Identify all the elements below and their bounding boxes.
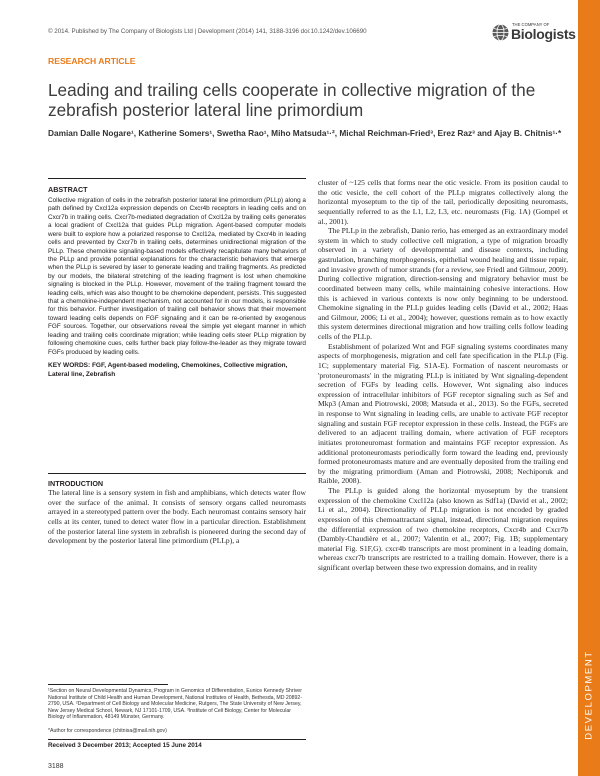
journal-citation: © 2014. Published by The Company of Biologists Ltd | Development (2014) 141, 3188-3196 doi:10.1242/dev.106690 — [48, 28, 367, 35]
journal-sidebar — [578, 0, 600, 776]
keywords: KEY WORDS: FGF, Agent-based modeling, Chemokines, Collective migration, Lateral line, Zebrafish — [48, 362, 288, 378]
received-date: Received 3 December 2013; Accepted 15 June 2014 — [48, 742, 202, 749]
received-divider — [48, 739, 306, 740]
sidebar-label: DEVELOPMENT — [583, 650, 595, 740]
publisher-logo[interactable] — [492, 20, 576, 46]
paragraph-1: cluster of ~125 cells that forms near the otic vesicle. From its position caudal to the otic vesicle, the cell cohort of the PLLp migrates collectively along the horizontal myoseptum to the tip of the tail, periodically depositing neuromasts, sequentially referred to as the L1, L2, L3, etc. neuromasts (Fig. 1A) (Gompel et al., 2001). — [318, 178, 568, 226]
page-number: 3188 — [48, 763, 64, 770]
abstract-text: Collective migration of cells in the zebrafish posterior lateral line primordium (PLLp) along a path defined by Cxcl12a expression depends on Cxcr4b receptors in leading cells and on Cxcr7b in trailing cells. Cxcr7b-mediated degradation of Cxcl12a by trailing cells generates a local gradient of Cxcl12a that guides PLLp migration. Agent-based computer models were built to explore how a polarized response to Cxcl12a, mediated by Cxcr4b in leading cells and prevented by Cxcr7b in trailing cells, determines unidirectional migration of the PLLp. These chemokine signaling-based models effectively recapitulate many behaviors of the PLLp and provide potential explanations for the characteristic behaviors that emerge when the PLLp is severed by laser to generate leading and trailing fragments. As predicted by our models, the bilateral stretching of the leading fragment is lost when chemokine signaling is blocked in the PLLp. However, movement of the trailing fragment toward the leading cells, which was also thought to be chemokine dependent, persists. This suggested that a chemokine-independent mechanism, not accounted for in our models, is responsible for this behavior. Further investigation of trailing cell behavior shows that their movement toward leading cells depends on FGF signaling and it can be re-oriented by exogenous FGF sources. Together, our observations reveal the simple yet elegant manner in which leading and trailing cells coordinate migration; while leading cells steer PLLp migration by following chemokine cues, cells further back play follow-the-leader as they migrate toward FGFs produced by leading cells. — [48, 197, 306, 356]
introduction-heading: INTRODUCTION — [48, 479, 104, 488]
correspondence-note: *Author for correspondence (chitnisa@mail.nih.gov) — [48, 728, 167, 734]
sidebar-tab — [578, 630, 600, 760]
affiliations-footnote: ¹Section on Neural Developmental Dynamics, Program in Genomics of Differentiation, Eunice Kennedy Shriver National Institute of Child Health and Human Development, National Institutes of Health, Bethesda, MD 20892-2790, USA. ²Department of Cell Biology and Molecular Medicine, Rutgers, The State University of New Jersey, New Jersey Medical School, Newark, NJ 17101-1709, USA. ³Institute of Cell Biology, Center for Molecular Biology of Inflammation, 48149 Münster, Germany. — [48, 688, 303, 720]
paragraph-4: The PLLp is guided along the horizontal myoseptum by the transient expression of the chemokine Cxcl12a (also known as Sdf1a) (David et al., 2002; Li et al., 2004). Directionality of PLLp migration is not encoded by graded expression of this chemoattractant signal, instead, directional migration requires the differential expression of two chemokine receptors, Cxcr4b and Cxcr7b (Dambly-Chaudière et al., 2007; Valentin et al., 2007; Fig. 1B; supplementary material Fig. S1F,G). cxcr4b transcripts are most prominent in a leading domain, whereas cxcr7b transcripts are restricted to a trailing domain. However, there is a significant overlap between these two expression domains, and in reality — [318, 486, 568, 572]
logo-small-text: THE COMPANY OF — [512, 22, 550, 27]
paragraph-3: Establishment of polarized Wnt and FGF signaling systems coordinates many aspects of morphogenesis, migration and cell fate specification in the PLLp (Fig. 1C; supplementary material Fig. S1A-E). Formation of nascent neuromasts or 'protoneuromasts' in the migrating PLLp is initiated by Wnt signaling-dependent secretion of FGFs by leading cells. However, Wnt signaling also induces expression of intracellular inhibitors of FGF receptor signaling such as Sef and Mkp3 (Aman and Piotrowski, 2008; Matsuda et al., 2013). So the FGFs, secreted in response to Wnt signaling in leading cells, are unable to activate FGF receptor signaling and sustain FGF receptor expression in these cells. Instead, the FGFs are delivered to an adjacent trailing domain, where activation of FGF receptors initiates protoneuromast formation and maintains FGF receptor expression. As additional protoneuromasts periodically form toward the leading end, previously formed protoneuromasts mature and are eventually deposited from the trailing end by the migrating primordium (Aman and Piotrowski, 2008; Nechiporuk and Raible, 2008). — [318, 341, 568, 486]
author-list: Damian Dalle Nogare¹, Katherine Somers¹, Swetha Rao¹, Miho Matsuda¹·², Michal Reichman-Fried³, Erez Raz³ and Ajay B. Chitnis¹·* — [48, 128, 562, 138]
abstract-heading: ABSTRACT — [48, 185, 88, 194]
biologists-globe-icon — [492, 24, 509, 41]
article-type: RESEARCH ARTICLE — [48, 56, 136, 66]
abstract-box — [48, 178, 306, 474]
paragraph-2: The PLLp in the zebrafish, Danio rerio, has emerged as an extraordinary model system in which to study collective cell migration, a type of migration broadly observed in a variety of developmental and disease contexts, including gastrulation, branching morphogenesis, epithelial wound healing and tissue repair, and invasive growth of tumor strands (for a review, see Friedl and Gilmour, 2009). During collective migration, direction-sensing and migratory behavior must be coordinated between many cells, while maintaining cohesive interactions. How this is achieved in various contexts is now only beginning to be understood. Chemokine signaling in the PLLp guides leading cells (David et al., 2002; Haas and Gilmour, 2006; Li et al., 2004); however, questions remain as to how exactly this system determines directional migration and how trailing cells follow leading cells of the PLLp. — [318, 226, 568, 341]
introduction-text: The lateral line is a sensory system in fish and amphibians, which detects water flow over the surface of the animal. It consists of sensory organs called neuromasts arrayed in a stereotyped pattern over the body. Each neuromast contains sensory hair cells at its center, tuned to detect water flow in a particular direction. Establishment of the posterior lateral line system in zebrafish is pioneered during the second day of development by the posterior lateral line primordium (PLLp), a — [48, 488, 306, 546]
footnote-divider — [48, 684, 168, 685]
logo-big-text: Biologists — [511, 26, 576, 42]
article-title: Leading and trailing cells cooperate in collective migration of the zebrafish posterior lateral line primordium — [48, 80, 536, 120]
right-column — [318, 178, 568, 573]
